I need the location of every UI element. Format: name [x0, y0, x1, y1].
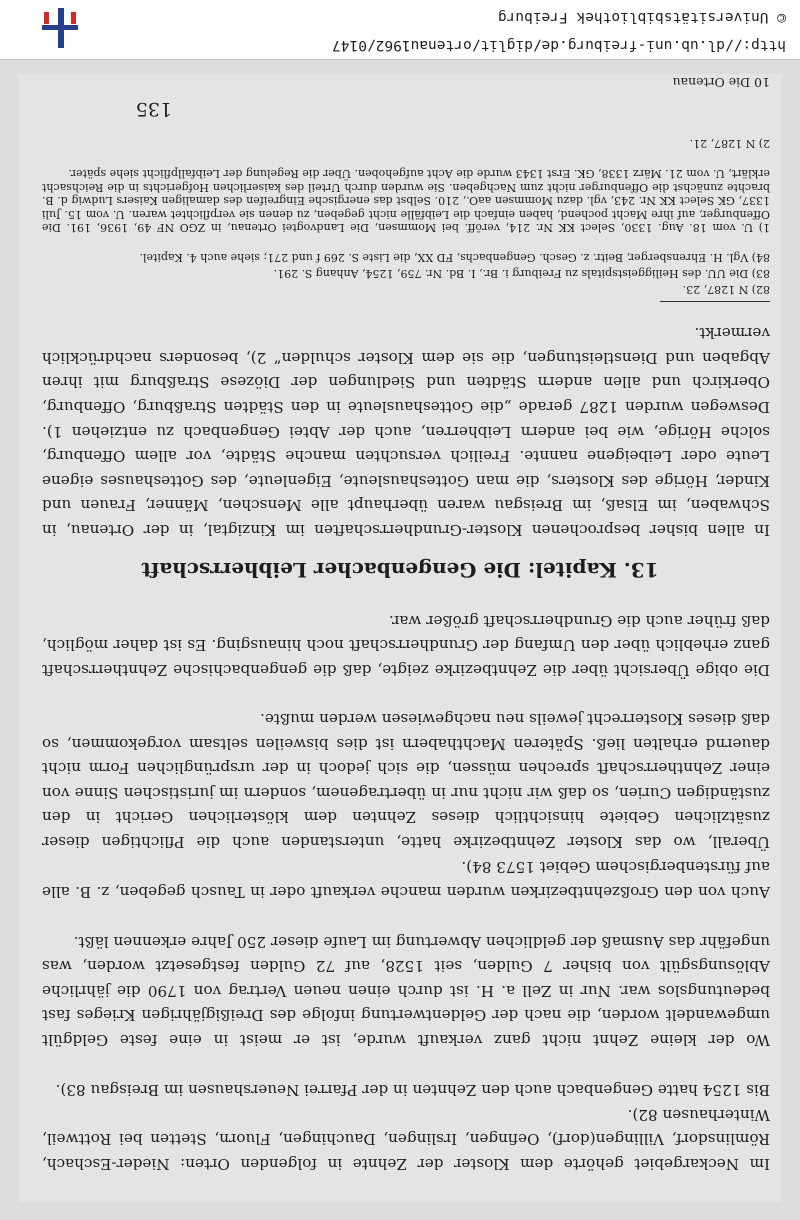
- chapter-heading: 13. Kapitel: Die Gengenbacher Leibherrschaft: [141, 558, 659, 582]
- page-number: 135: [135, 98, 172, 120]
- paragraph-neuershausen: Bis 1254 hatte Gengenbach auch den Zehnten in der Pfarrei Neuershausen im Breisgau 83).: [55, 1081, 770, 1099]
- paragraph-kleiner-zehnt: Wo der kleine Zehnt nicht ganz verkauft wurde, ist er meist in eine feste Geldgült umgewandelt worden, die nach der Geldentwertung infolge des Dreißigjährigen Krieges fast bedeutungslos war. Nur in Zell a. H. ist durch einen neuen Vertrag von 1790 die jährliche Ablösungsgült von bisher 7 Gulden, seit 1528, auf 72 Gulden festgesetzt worden, was ungefähr das Ausmaß der geldlichen Abwertung im Laufe dieser 250 Jahre erkennen läßt.: [42, 932, 770, 1049]
- footnote-84: 84) Vgl. H. Ehrensberger, Beitr. z. Gesch. Gengenbachs, FD XX, die Liste S. 269 f und 271; siehe auch 4. Kapitel.: [139, 251, 770, 264]
- ub-freiburg-logo-icon: [38, 6, 82, 50]
- running-title: 10 Die Ortenau: [672, 75, 770, 90]
- paragraph-neckargebiet: Im Neckargebiet gehörte dem Kloster der Zehnte in folgenden Orten: Nieder-Eschach, Römlinsdorf, Villingen(dorf), Oefingen, Irslingen, Dauchingen, Fluorn, Stetten bei Rottweil, Winterhausen 82).: [42, 1105, 770, 1173]
- paragraph-leibherrschaft: In allen bisher besprochenen Kloster-Grundherrschaften im Kinzigtal, in der Ortenau, in Schwaben, im Elsaß, im Breisgau waren überhaupt alle Menschen, Männer, Frauen und Kinder, Hörige des Klosters, die man Gotteshausleute, Eigenleute, des Gotteshauses eigene Leute oder Leibeigene nannte. Freilich versuchten manche Städte, vor allem Offenburg, solche Hörige, wie bei andern Leibherren, auch der Abtei Gengenbach zu entziehen 1). Deswegen wurden 1287 gerade „die Gotteshausleute in den Städten Straßburg, Offenburg, Oberkirch und allen andern Städten und Siedlungen der Diözese Straßburg mit ihren Abgaben und Dienstleistungen, die sie dem Kloster schulden“ 2), besonders nachdrücklich vermerkt.: [42, 324, 770, 539]
- paragraph-zehntherrschaft: Überall, wo das Kloster Zehntbezirke hatte, unterstanden auch die Pflichtigen dieser zusätzlichen Gebiete hinsichtlich dieses Zehnten dem klösterlichen Gericht in den zuständigen Curien, so daß wir nicht nur in übertragenem, sondern im juristischen Sinne von einer Zehntherrschaft sprechen müssen, die sich jedoch in der ursprünglichen Form nicht dauernd erhalten ließ. Späteren Machthabern ist dies bisweilen seltsam vorgekommen, so daß dieses Klosterrecht jeweils neu nachgewiesen werden mußte.: [42, 710, 770, 851]
- paragraph-grosszehnt: Auch von den Großzehntbezirken wurden manche verkauft oder in Tausch gegeben, z. B. alle auf fürstenbergischem Gebiet 1573 84).: [42, 858, 770, 901]
- footnote-82: 82) N 1287, 23.: [682, 283, 770, 296]
- footnote-rule: [660, 301, 770, 302]
- paragraph-uebersicht: Die obige Übersicht über die Zehntbezirke zeigte, daß die gengenbachische Zehntherrschaft ganz erheblich über den Umfang der Grundherrschaft noch hinausging. Es ist daher möglich, daß früher auch die Grundherrschaft größer war.: [42, 611, 770, 679]
- footnote-83: 83) Die UU. des Heiliggeistspitals zu Freiburg i. Br., I. Bd. Nr. 759, 1254, Anhang S. 291.: [273, 267, 770, 280]
- copyright-notice: © Universitätsbibliothek Freiburg: [497, 9, 786, 25]
- footnote-1: 1) U. vom 18. Aug. 1330, Select KK Nr. 214, veröff. bei Mommsen, Die Landvogtei Ortenau, in ZGO NF 49, 1936, 191. Die Offenburger, auf ihre Macht pochend, haben einfach die Leibfälle nicht gegeben, zu denen sie verpflichtet waren. U. vom 15. Juli 1337, GK Select KK Nr. 243, vgl. dazu Mommsen aaO., 210. Selbst das energische Eingreifen des damaligen Kaisers Ludwig d. B. brachte zunächst die Offenburger nicht zum Nachgeben. Sie wurden durch Urteil des kaiserlichen Hofgerichts in die Reichsacht erklärt, U. vom 21. März 1338, GK. Erst 1343 wurde die Acht aufgehoben. Über die Regelung der Leibfallpflicht siehe später.: [42, 167, 770, 234]
- footnote-2: 2) N 1287, 21.: [689, 137, 770, 150]
- source-url[interactable]: http://dl.ub.uni-freiburg.de/diglit/ortenau1962/0147: [332, 37, 786, 53]
- viewer-footer-bar: [0, 0, 800, 60]
- book-page: [18, 74, 782, 1202]
